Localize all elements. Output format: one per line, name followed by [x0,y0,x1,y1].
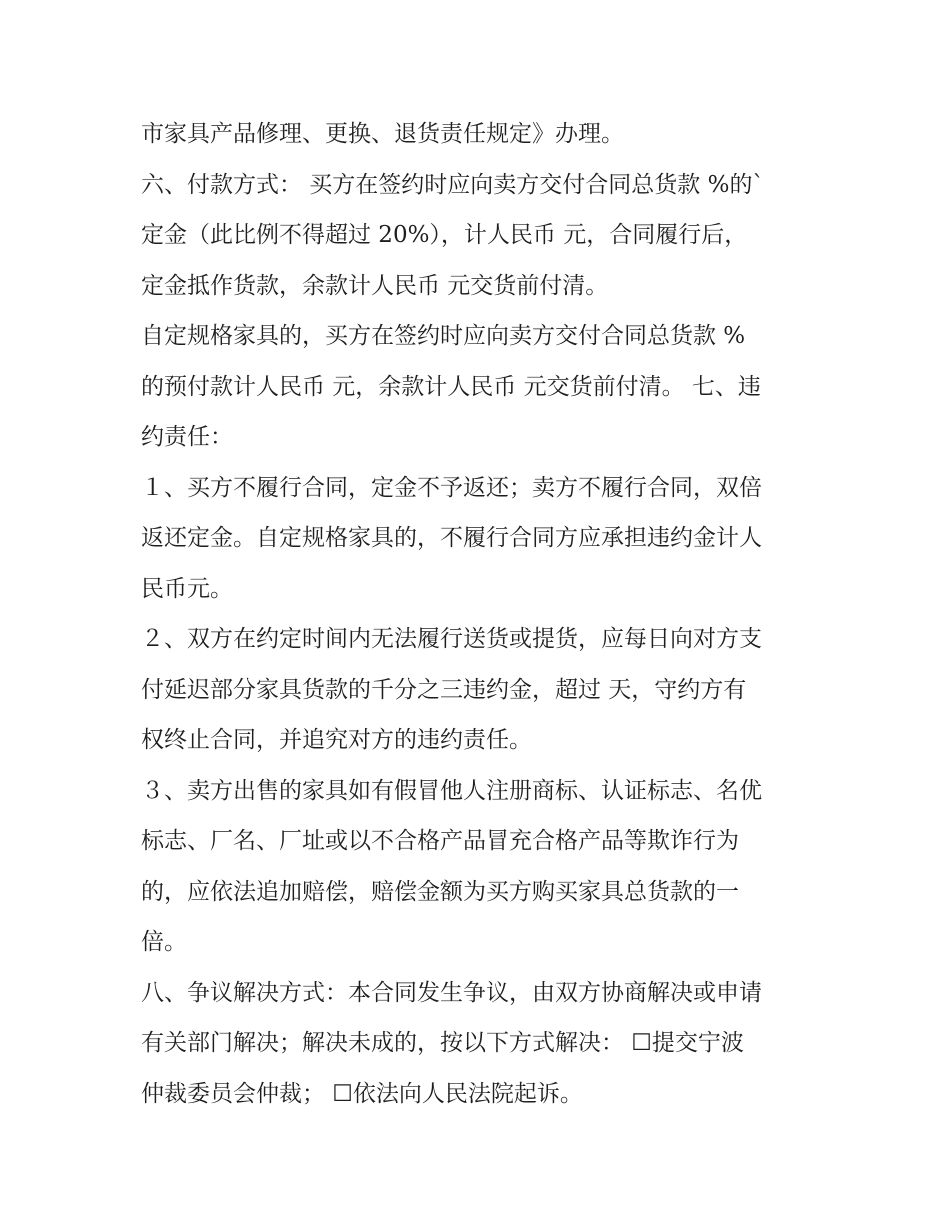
text-line: 六、付款方式： 买方在签约时应向卖方交付合同总货款 %的` [141,171,764,198]
text-line: 定金（此比例不得超过 20%），计人民币 元，合同履行后， [141,222,748,248]
text-line: 市家具产品修理、更换、退货责任规定》办理。 [141,121,624,147]
text-line: 标志、厂名、厂址或以不合格产品冒充合格产品等欺诈行为 [141,828,739,854]
text-line: 仲裁委员会仲裁； ☐依法向人民法院起诉。 [141,1080,583,1107]
text-line: 权终止合同，并追究对方的违约责任。 [141,727,532,753]
text-line: 付延迟部分家具货款的千分之三违约金，超过 天，守约方有 [141,676,747,703]
document-page [141,109,821,1119]
text-line: ３、卖方出售的家具如有假冒他人注册商标、认证标志、名优 [141,777,762,804]
text-line: 返还定金。自定规格家具的，不履行合同方应承担违约金计人 [141,525,762,551]
text-line: 民币元。 [141,575,233,602]
text-line: 有关部门解决；解决未成的，按以下方式解决： ☐提交宁波 [141,1030,744,1056]
text-line: 的预付款计人民币 元，余款计人民币 元交货前付清。 七、违 [141,373,761,400]
text-line: 约责任： [141,424,233,450]
text-line: １、买方不履行合同，定金不予返还；卖方不履行合同，双倍 [141,474,762,501]
text-line: 的，应依法追加赔偿，赔偿金额为买方购买家具总货款的一 [141,878,739,905]
text-line: 倍。 [141,929,187,955]
text-line: 定金抵作货款，余款计人民币 元交货前付清。 [141,272,609,299]
text-line: 八、争议解决方式：本合同发生争议，由双方协商解决或申请 [141,979,762,1006]
text-line: ２、双方在约定时间内无法履行送货或提货，应每日向对方支 [141,626,762,652]
text-line: 自定规格家具的，买方在签约时应向卖方交付合同总货款 % [141,323,746,349]
